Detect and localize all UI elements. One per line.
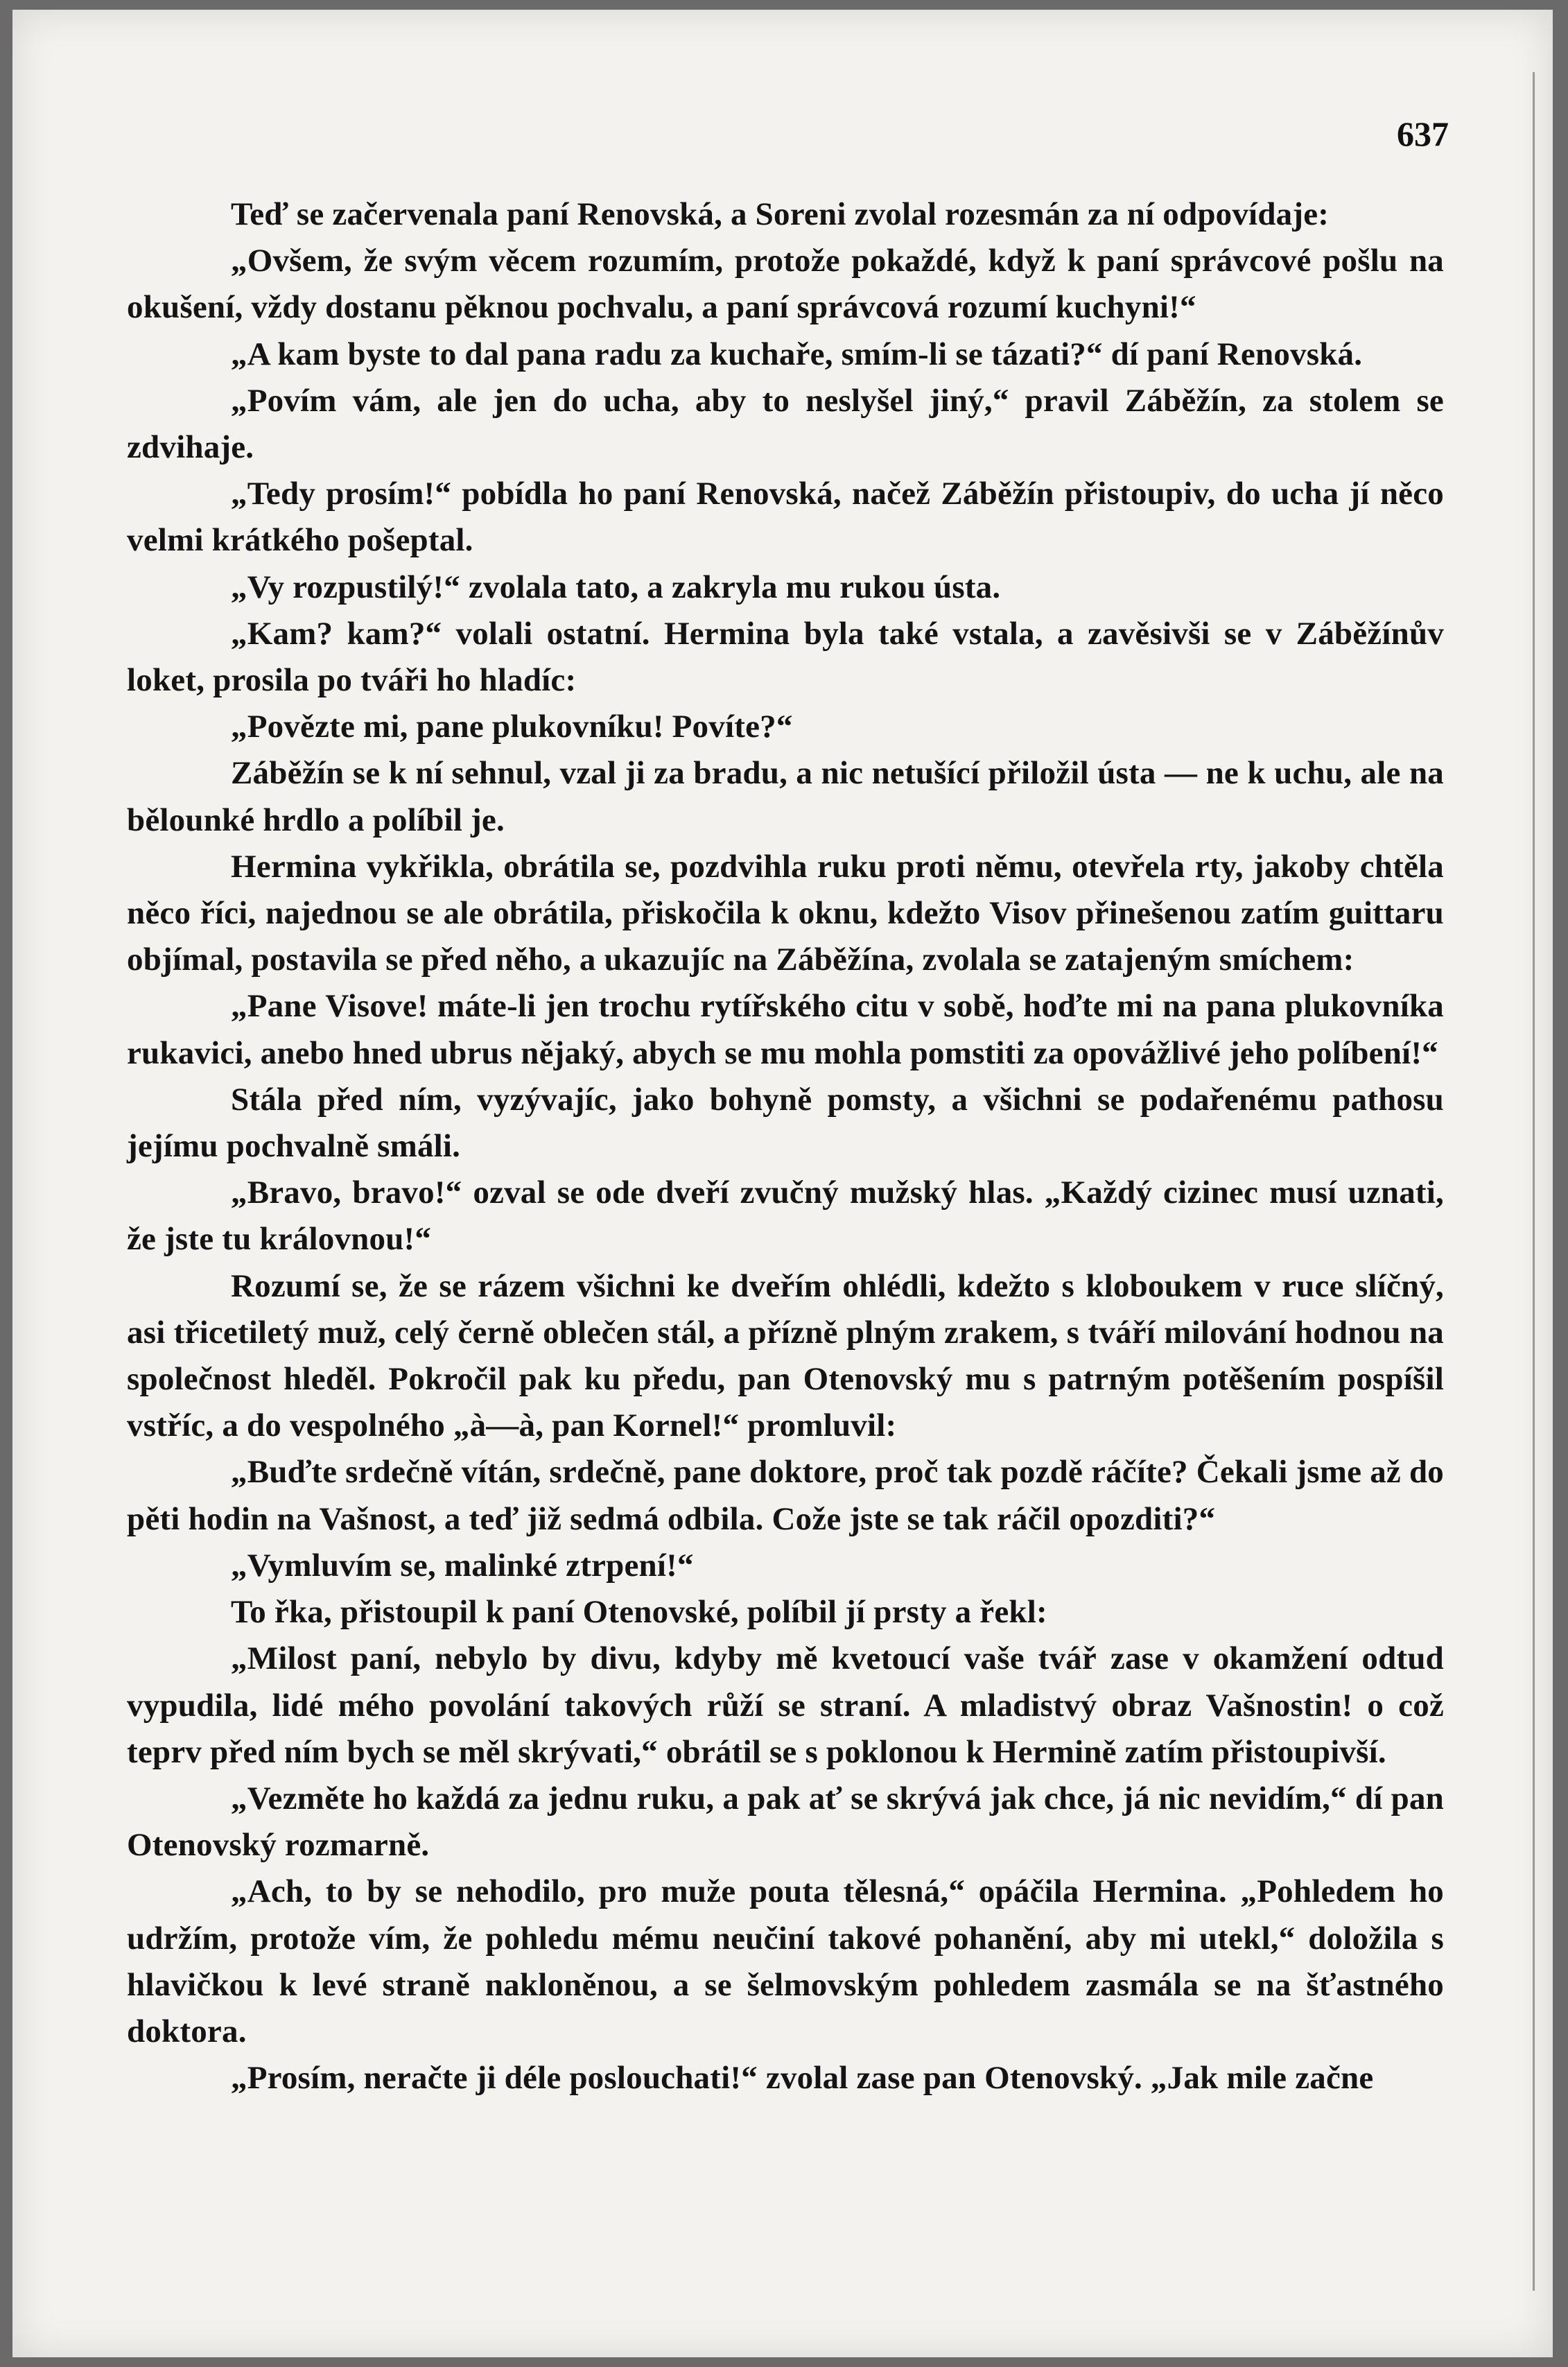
paragraph: „A kam byste to dal pana radu za kuchaře, smím-li se tázati?“ dí paní Renovská. <box>231 336 1363 372</box>
paragraph: Teď se začervenala paní Renovská, a Soreni zvolal rozesmán za ní odpovídaje: <box>231 196 1330 232</box>
paragraph: To řka, přistoupil k paní Otenovské, políbil jí prsty a řekl: <box>231 1594 1047 1631</box>
paragraph: „Milost paní, nebylo by divu, kdyby mě kvetoucí vaše tvář zase v okamžení odtud vypudila, lidé mého povolání takových růží se straní. A mladistvý obraz Vašnostin! o což teprv před ním bych se měl skrývati,“ obrátil se s poklonou k Hermině zatím přistoupivší. <box>127 1640 1444 1770</box>
page-number: 637 <box>1397 114 1449 153</box>
paragraph: „Vymluvím se, malinké ztrpení!“ <box>231 1547 694 1584</box>
paragraph: Hermina vykřikla, obrátila se, pozdvihla ruku proti němu, otevřela rty, jakoby chtěla něco říci, najednou se ale obrátila, přiskočila k oknu, kdežto Visov přinešenou zatím guittaru objímal, postavila se před něho, a ukazujíc na Záběžína, zvolala se zatajeným smíchem: <box>127 848 1444 978</box>
paragraph: Stála před ním, vyzývajíc, jako bohyně pomsty, a všichni se podařenému pathosu jejímu pochvalně smáli. <box>127 1081 1444 1165</box>
paragraph: „Pane Visove! máte-li jen trochu rytířského citu v sobě, hoďte mi na pana plukovníka rukavici, anebo hned ubrus nějaký, abych se mu mohla pomstiti za opovážlivé jeho políbení!“ <box>127 988 1444 1071</box>
paragraph: „Kam? kam?“ volali ostatní. Hermina byla také vstala, a zavěsivši se v Záběžínův loket, prosila po tváři ho hladíc: <box>127 615 1444 699</box>
paragraph: „Bravo, bravo!“ ozval se ode dveří zvučný mužský hlas. „Každý cizinec musí uznati, že jste tu královnou!“ <box>127 1174 1444 1258</box>
paragraph: „Ach, to by se nehodilo, pro muže pouta tělesná,“ opáčila Hermina. „Pohledem ho udržím, protože vím, že pohledu mému neučiní takové pohanění, aby mi utekl,“ doložila s hlavičkou k levé straně nakloněnou, a se šelmovským pohledem zasmála se na šťastného doktora. <box>127 1873 1444 2049</box>
paragraph: „Vezměte ho každá za jednu ruku, a pak ať se skrývá jak chce, já nic nevidím,“ dí pan Otenovský rozmarně. <box>127 1780 1444 1864</box>
paragraph: „Buďte srdečně vítán, srdečně, pane doktore, proč tak pozdě ráčíte? Čekali jsme až do pěti hodin na Vašnost, a teď již sedmá odbila. Cože jste se tak ráčil opozditi?“ <box>127 1454 1444 1537</box>
paragraph: „Povězte mi, pane plukovníku! Povíte?“ <box>231 709 793 745</box>
paragraph: „Ovšem, že svým věcem rozumím, protože pokaždé, když k paní správcové pošlu na okušení, vždy dostanu pěknou pochvalu, a paní správcová rozumí kuchyni!“ <box>127 243 1444 326</box>
scanned-page <box>12 10 1553 2357</box>
body-text <box>127 191 1444 2101</box>
paragraph: Rozumí se, že se rázem všichni ke dveřím ohlédli, kdežto s kloboukem v ruce slíčný, asi třicetiletý muž, celý černě oblečen stál, a přízně plným zrakem, s tváří milování hodnou na společnost hleděl. Pokročil pak ku předu, pan Otenovský mu s patrným potěšením pospíšil vstříc, a do vespolného „à—à, pan Kornel!“ promluvil: <box>127 1267 1444 1444</box>
page-edge-shadow <box>1533 72 1535 2291</box>
paragraph: Záběžín se k ní sehnul, vzal ji za bradu, a nic netušící přiložil ústa — ne k uchu, ale na bělounké hrdlo a políbil je. <box>127 755 1444 838</box>
paragraph: „Tedy prosím!“ pobídla ho paní Renovská, načež Záběžín přistoupiv, do ucha jí něco velmi krátkého pošeptal. <box>127 476 1444 559</box>
paragraph: „Povím vám, ale jen do ucha, aby to neslyšel jiný,“ pravil Záběžín, za stolem se zdvihaje. <box>127 382 1444 466</box>
paragraph: „Vy rozpustilý!“ zvolala tato, a zakryla mu rukou ústa. <box>231 569 1001 605</box>
paragraph: „Prosím, neračte ji déle poslouchati!“ zvolal zase pan Otenovský. „Jak mile začne <box>231 2060 1374 2097</box>
